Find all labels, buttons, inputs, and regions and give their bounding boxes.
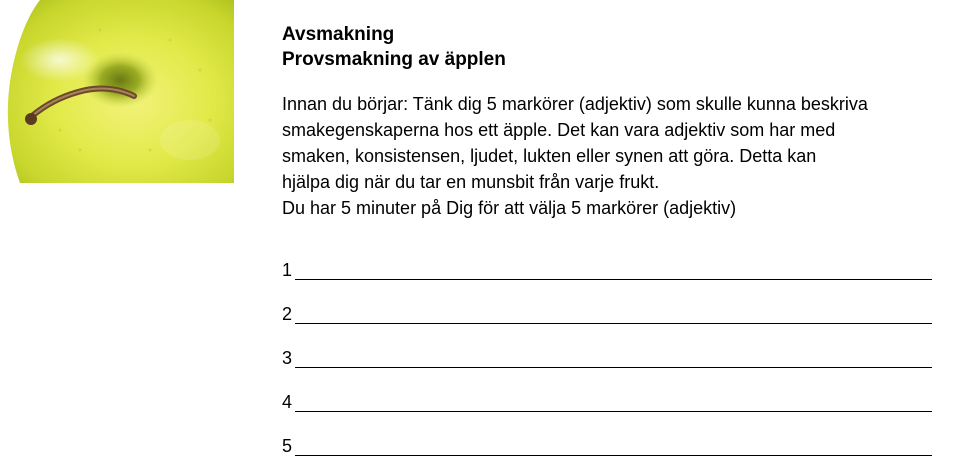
intro-line: Du har 5 minuter på Dig för att välja 5 markörer (adjektiv) bbox=[282, 198, 737, 218]
intro-line: hjälpa dig när du tar en munsbit från varje frukt. bbox=[282, 172, 660, 192]
answer-row bbox=[282, 412, 932, 456]
intro-line: smaken, konsistensen, ljudet, lukten eller synen att göra. Detta kan bbox=[282, 146, 817, 166]
answer-line[interactable] bbox=[295, 305, 932, 324]
answer-row bbox=[282, 368, 932, 412]
answer-line[interactable] bbox=[295, 261, 932, 280]
page-title: Avsmakning bbox=[282, 24, 395, 45]
answer-number: 2 bbox=[282, 304, 293, 324]
answer-row bbox=[282, 324, 932, 368]
intro-line: Innan du börjar: Tänk dig 5 markörer (adjektiv) som skulle kunna beskriva bbox=[282, 94, 868, 114]
answer-line[interactable] bbox=[295, 437, 932, 456]
answer-list bbox=[282, 236, 932, 456]
answer-number: 1 bbox=[282, 260, 293, 280]
intro-line: smakegenskaperna hos ett äpple. Det kan vara adjektiv som har med bbox=[282, 120, 836, 140]
answer-line[interactable] bbox=[295, 393, 932, 412]
answer-number: 4 bbox=[282, 392, 293, 412]
answer-number: 5 bbox=[282, 436, 293, 456]
answer-row bbox=[282, 280, 932, 324]
apple-photo bbox=[0, 0, 234, 183]
intro-paragraph bbox=[282, 91, 958, 221]
answer-number: 3 bbox=[282, 348, 293, 368]
answer-row bbox=[282, 236, 932, 280]
worksheet-text bbox=[282, 22, 958, 221]
page-subtitle: Provsmakning av äpplen bbox=[282, 49, 506, 70]
answer-line[interactable] bbox=[295, 349, 932, 368]
